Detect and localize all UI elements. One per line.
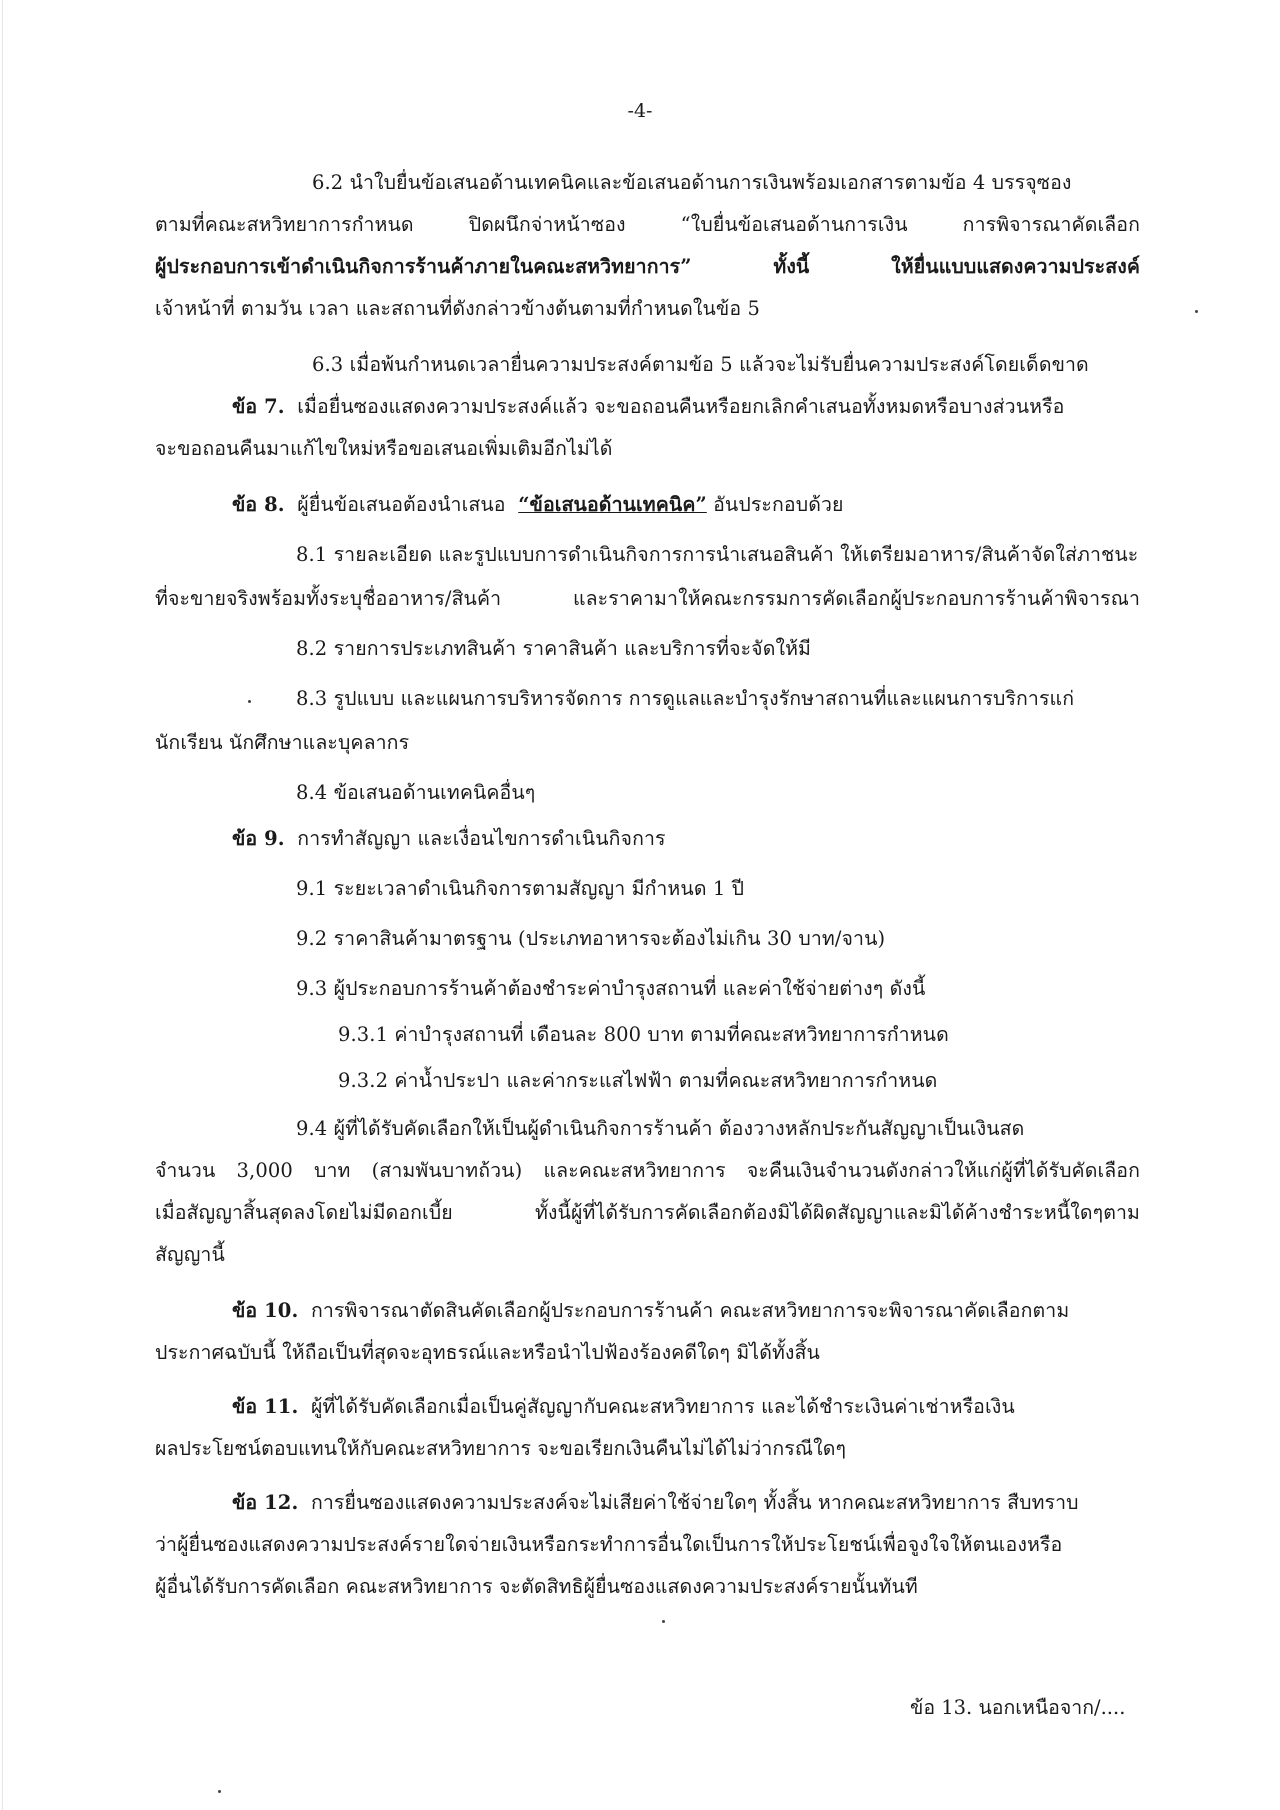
clause-8-text: ผู้ยื่นข้อเสนอต้องนำเสนอ <box>297 493 506 516</box>
clause-11-number: ข้อ 11. <box>232 1395 299 1418</box>
clause-7-text: เมื่อยื่นซองแสดงความประสงค์แล้ว จะขอถอนคืนหรือยกเลิกคำเสนอทั้งหมดหรือบางส่วนหรือ <box>297 395 1065 418</box>
clause-9-1: 9.1 ระยะเวลาดำเนินกิจการตามสัญญา มีกำหนด 1 ปี <box>296 877 745 900</box>
scan-edge <box>2 0 3 1810</box>
clause-8-number: ข้อ 8. <box>232 493 285 516</box>
clause-11-text: ผู้ที่ได้รับคัดเลือกเมื่อเป็นคู่สัญญากับคณะสหวิทยาการ และได้ชำระเงินค่าเช่าหรือเงิน <box>310 1395 1015 1418</box>
clause-7-number: ข้อ 7. <box>232 395 285 418</box>
clause-8-3-line-2: นักเรียน นักศึกษาและบุคลากร <box>155 731 410 754</box>
clause-9-4-line-1: 9.4 ผู้ที่ได้รับคัดเลือกให้เป็นผู้ดำเนินกิจการร้านค้า ต้องวางหลักประกันสัญญาเป็นเงินสด <box>296 1117 1025 1140</box>
clause-10-text: การพิจารณาตัดสินคัดเลือกผู้ประกอบการร้านค้า คณะสหวิทยาการจะพิจารณาคัดเลือกตาม <box>310 1299 1070 1322</box>
clause-11-heading <box>232 1392 1015 1422</box>
scan-speck <box>248 700 251 703</box>
clause-9-text: การทำสัญญา และเงื่อนไขการดำเนินกิจการ <box>297 827 666 850</box>
clause-10-heading <box>232 1296 1069 1326</box>
clause-6-2-line-4: เจ้าหน้าที่ ตามวัน เวลา และสถานที่ดังกล่าวข้างต้นตามที่กำหนดในข้อ 5 <box>155 297 760 320</box>
clause-12-heading <box>232 1488 1079 1518</box>
page-number: -4- <box>627 100 653 122</box>
clause-9-4-line-4: สัญญานี้ <box>155 1243 225 1266</box>
clause-8-tail: อันประกอบด้วย <box>713 493 844 516</box>
clause-8-heading <box>232 490 844 520</box>
clause-8-1-line-2: ที่จะขายจริงพร้อมทั้งระบุชื่ออาหาร/สินค้า และราคามาให้คณะกรรมการคัดเลือกผู้ประกอบการร้านค้าพิจารณา <box>155 587 1140 610</box>
clause-6-3: 6.3 เมื่อพ้นกำหนดเวลายื่นความประสงค์ตามข้อ 5 แล้วจะไม่รับยื่นความประสงค์โดยเด็ดขาด <box>312 353 1089 376</box>
clause-9-3-1: 9.3.1 ค่าบำรุงสถานที่ เดือนละ 800 บาท ตามที่คณะสหวิทยาการกำหนด <box>338 1023 949 1046</box>
clause-8-emphasis: “ข้อเสนอด้านเทคนิค” <box>518 493 707 516</box>
clause-9-heading <box>232 824 666 854</box>
clause-9-4-line-2: จำนวน 3,000 บาท (สามพันบาทถ้วน) และคณะสหวิทยาการ จะคืนเงินจำนวนดังกล่าวให้แก่ผู้ที่ได้รับคัดเลือก <box>155 1159 1140 1182</box>
clause-8-1-line-1: 8.1 รายละเอียด และรูปแบบการดำเนินกิจการการนำเสนอสินค้า ให้เตรียมอาหาร/สินค้าจัดใส่ภาชนะ <box>296 543 1139 566</box>
scan-speck <box>1195 310 1198 313</box>
clause-9-3: 9.3 ผู้ประกอบการร้านค้าต้องชำระค่าบำรุงสถานที่ และค่าใช้จ่ายต่างๆ ดังนี้ <box>296 977 926 1000</box>
clause-6-2-line-1: 6.2 นำใบยื่นข้อเสนอด้านเทคนิคและข้อเสนอด้านการเงินพร้อมเอกสารตามข้อ 4 บรรจุซอง <box>312 171 1072 194</box>
scan-speck <box>218 1790 221 1793</box>
clause-12-text: การยื่นซองแสดงความประสงค์จะไม่เสียค่าใช้จ่ายใดๆ ทั้งสิ้น หากคณะสหวิทยาการ สืบทราบ <box>310 1491 1079 1514</box>
clause-9-4-line-3: เมื่อสัญญาสิ้นสุดลงโดยไม่มีดอกเบี้ย ทั้งนี้ผู้ที่ได้รับการคัดเลือกต้องมิได้ผิดสัญญาและมิได้ค้างชำระหนี้ใดๆตาม <box>155 1201 1140 1224</box>
clause-9-2: 9.2 ราคาสินค้ามาตรฐาน (ประเภทอาหารจะต้องไม่เกิน 30 บาท/จาน) <box>296 927 886 950</box>
clause-7-line-2: จะขอถอนคืนมาแก้ไขใหม่หรือขอเสนอเพิ่มเติมอีกไม่ได้ <box>155 437 613 460</box>
clause-8-2: 8.2 รายการประเภทสินค้า ราคาสินค้า และบริการที่จะจัดให้มี <box>296 637 811 660</box>
clause-12-number: ข้อ 12. <box>232 1491 299 1514</box>
clause-6-2-line-2: ตามที่คณะสหวิทยาการกำหนด ปิดผนึกจ่าหน้าซอง “ใบยื่นข้อเสนอด้านการเงิน การพิจารณาคัดเลือก <box>155 213 1140 236</box>
clause-10-line-2: ประกาศฉบับนี้ ให้ถือเป็นที่สุดจะอุทธรณ์และหรือนำไปฟ้องร้องคดีใดๆ มิได้ทั้งสิ้น <box>155 1341 820 1364</box>
clause-12-line-2: ว่าผู้ยื่นซองแสดงความประสงค์รายใดจ่ายเงินหรือกระทำการอื่นใดเป็นการให้ประโยชน์เพื่อจูงใจให้ตนเองหรือ <box>155 1533 1063 1556</box>
clause-12-line-3: ผู้อื่นได้รับการคัดเลือก คณะสหวิทยาการ จะตัดสิทธิผู้ยื่นซองแสดงความประสงค์รายนั้นทันที <box>155 1575 918 1598</box>
clause-10-number: ข้อ 10. <box>232 1299 299 1322</box>
scan-speck <box>662 1620 665 1623</box>
clause-9-3-2: 9.3.2 ค่าน้ำประปา และค่ากระแสไฟฟ้า ตามที่คณะสหวิทยาการกำหนด <box>338 1069 938 1092</box>
clause-8-4: 8.4 ข้อเสนอด้านเทคนิคอื่นๆ <box>296 781 536 804</box>
continuation-footer: ข้อ 13. นอกเหนือจาก/.... <box>910 1696 1126 1719</box>
clause-11-line-2: ผลประโยชน์ตอบแทนให้กับคณะสหวิทยาการ จะขอเรียกเงินคืนไม่ได้ไม่ว่ากรณีใดๆ <box>155 1437 847 1460</box>
clause-7-heading <box>232 392 1064 422</box>
clause-8-3-line-1: 8.3 รูปแบบ และแผนการบริหารจัดการ การดูแลและบำรุงรักษาสถานที่และแผนการบริการแก่ <box>296 687 1075 710</box>
clause-9-number: ข้อ 9. <box>232 827 285 850</box>
clause-6-2-line-3: ผู้ประกอบการเข้าดำเนินกิจการร้านค้าภายในคณะสหวิทยาการ” ทั้งนี้ ให้ยื่นแบบแสดงความประสงค์ <box>155 255 1140 278</box>
